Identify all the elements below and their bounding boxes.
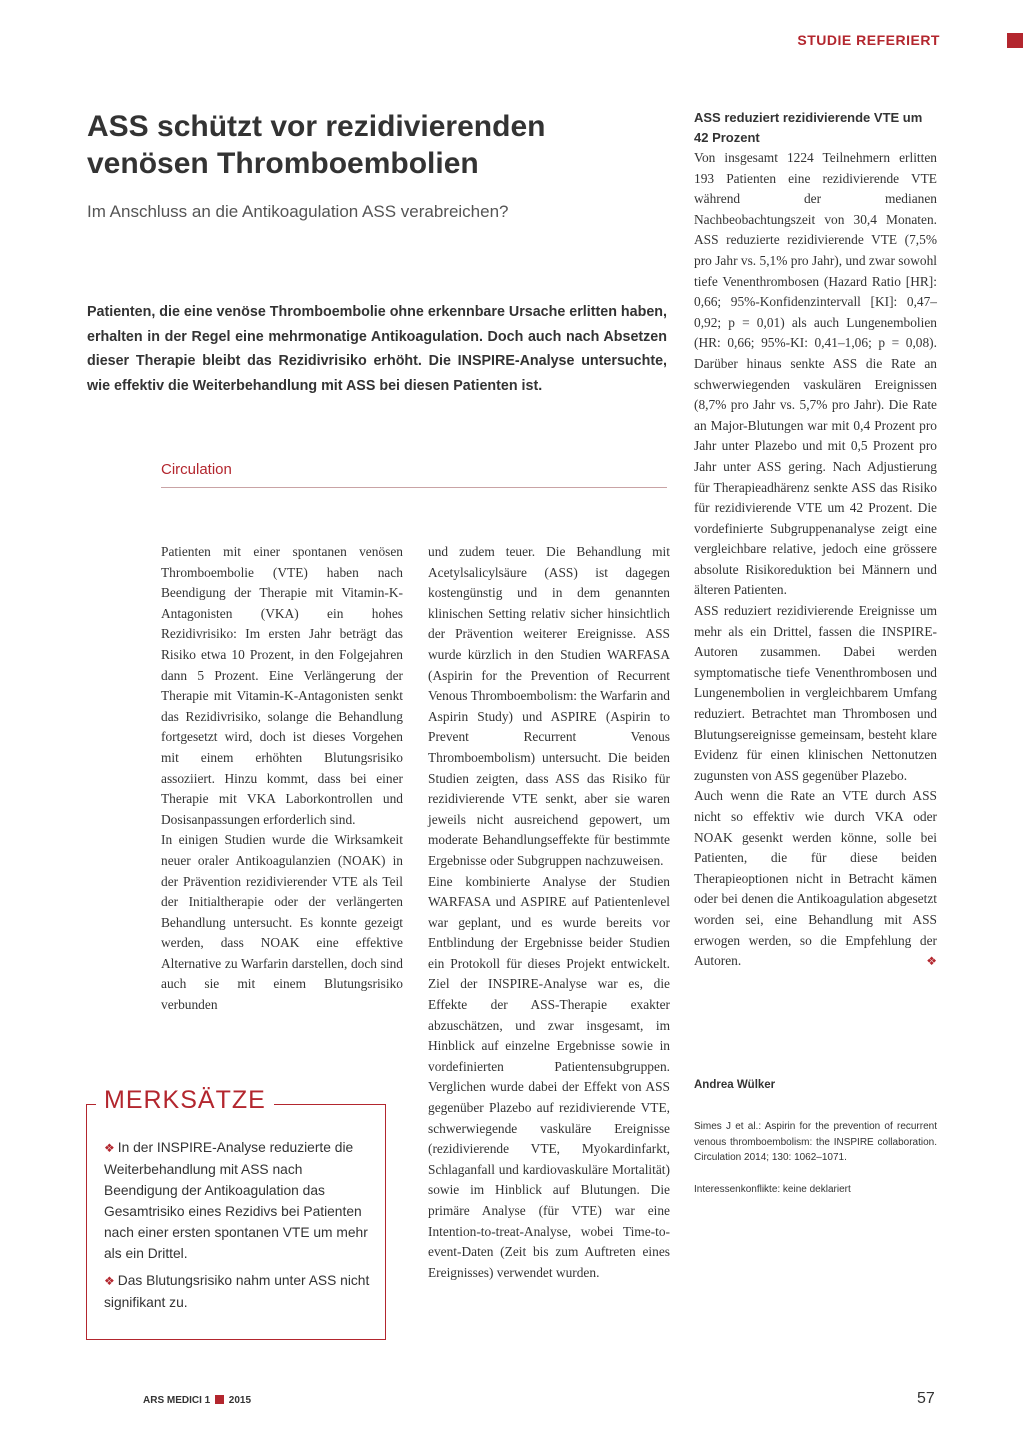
key-point-text: In der INSPIRE-Analyse reduzierte die Weiterbehandlung mit ASS nach Beendigung der Antikoagulation das Gesamtrisiko eines Rezidivs bei Patienten nach einer ersten spontanen VTE um mehr als ein Drittel. <box>104 1140 368 1261</box>
key-points-title: MERKSÄTZE <box>96 1084 274 1116</box>
paragraph <box>694 786 937 971</box>
footer-square-icon <box>215 1395 224 1404</box>
diamond-bullet-icon: ❖ <box>104 1141 115 1155</box>
paragraph: und zudem teuer. Die Behandlung mit Acetylsalicylsäure (ASS) ist dagegen kostengünstig und in dem genannten klinischen Setting relativ sicher hinsichtlich der Prävention weiterer Ereignisse. ASS wurde kürzlich in den Studien WARFASA (Aspirin for the Prevention of Recurrent Venous Thromboembolism: the Warfarin and Aspirin Study) und ASPIRE (Aspirin to Prevent Recurrent Venous Thromboembolism) untersucht. Die beiden Studien zeigten, dass ASS das Risiko für rezidivierende VTE senkt, aber sie waren jeweils nicht ausreichend gepowert, um moderate Behandlungseffekte für bestimmte Ergebnisse oder Subgruppen nachzuweisen. <box>428 544 670 868</box>
page-number: 57 <box>917 1390 935 1407</box>
section-heading: ASS reduziert rezidivierende VTE um 42 Prozent <box>694 110 923 145</box>
paragraph: Von insgesamt 1224 Teilnehmern erlitten 193 Patienten eine rezidivierende VTE während der medianen Nachbeobachtungszeit von 30,4 Monaten. ASS reduzierte rezidivierende VTE (7,5% pro Jahr vs. 5,1% pro Jahr), und zwar sowohl tiefe Venenthrombosen (Hazard Ratio [HR]: 0,66; 95%-Konfidenzintervall [KI]: 0,47–0,92; p = 0,01) als auch Lungenembolien (HR: 0,66; 95%-KI: 0,41–1,06; p = 0,08). Darüber hinaus senkte ASS die Rate an schwerwiegenden vaskulären Ereignissen (8,7% pro Jahr vs. 5,7% pro Jahr). Die Rate an Major-Blutungen war mit 0,4 Prozent pro Jahr unter Plazebo und mit 0,5 Prozent pro Jahr unter ASS gering. Nach Adjustierung für Therapieadhärenz senkte ASS das Risiko für rezidivierende VTE um 42 Prozent. Die vordefinierte Subgruppenanalyse zeigt eine vergleichbare relative, jedoch eine grössere absolute Risikoreduktion bei Männern und älteren Patienten. <box>694 150 937 598</box>
body-column-1 <box>161 542 403 1016</box>
key-point-text: Das Blutungsrisiko nahm unter ASS nicht signifikant zu. <box>104 1273 370 1310</box>
section-marker-square <box>1007 33 1023 48</box>
journal-year: 2015 <box>228 1395 252 1406</box>
article-lead: Patienten, die eine venöse Thromboembolie ohne erkennbare Ursache erlitten haben, erhalten in der Regel eine mehrmonatige Antikoagulation. Doch auch nach Absetzen dieser Therapie bleibt das Rezidivrisiko erhöht. Die INSPIRE-Analyse untersuchte, wie effektiv die Weiterbehandlung mit ASS bei diesen Patienten ist. <box>87 304 667 394</box>
section-label: STUDIE REFERIERT <box>797 32 940 48</box>
author-name: Andrea Wülker <box>694 1079 776 1091</box>
body-column-3 <box>694 108 937 972</box>
conflict-statement: Interessenkonflikte: keine deklariert <box>694 1184 851 1195</box>
source-journal: Circulation <box>161 461 232 478</box>
key-point-item <box>104 1270 372 1313</box>
divider <box>161 487 667 488</box>
article-title: ASS schützt vor rezidivierenden venösen Thromboembolien <box>87 110 546 180</box>
paragraph: ASS reduziert rezidivierende Ereignisse um mehr als ein Drittel, fassen die INSPIRE-Autoren zusammen. Dabei werden symptomatische tiefe Venenthrombosen und Lungenembolien in vergleichbarem Umfang reduziert. Betrachtet man Thrombosen und Blutungsereignisse gemeinsam, besteht klare Evidenz für einen klinischen Nettonutzen zugunsten von ASS gegenüber Plazebo. <box>694 603 937 783</box>
article-subtitle: Im Anschluss an die Antikoagulation ASS verabreichen? <box>87 202 509 221</box>
key-point-item <box>104 1137 372 1264</box>
diamond-bullet-icon: ❖ <box>104 1274 115 1288</box>
paragraph: Eine kombinierte Analyse der Studien WARFASA und ASPIRE auf Patientenlevel war geplant, und es wurde bereits vor Entblindung der Ergebnisse beider Studien ein Protokoll für dieses Projekt entwickelt. Ziel der INSPIRE-Analyse war es, die Effekte der ASS-Therapie exakter abzuschätzen, und zwar insgesamt, im Hinblick auf einzelne Ergebnisse sowie in vordefinierten Patientensubgruppen. Verglichen wurde dabei der Effekt von ASS gegenüber Plazebo auf rezidivierende VTE, schwerwiegende vaskuläre Ereignisse (rezidivierende VTE, Myokardinfarkt, Schlaganfall und kardiovaskuläre Mortalität) sowie im Hinblick auf Blutungen. Die primäre Analyse (für VTE) war eine Intention-to-treat-Analyse, wobei Time-to-event-Daten (Zeit bis zum Auftreten eines Ereignisses) verwendet wurden. <box>428 873 670 1280</box>
footer-journal <box>143 1395 251 1406</box>
paragraph: In einigen Studien wurde die Wirksamkeit neuer oraler Antikoagulanzien (NOAK) in der Prävention rezidivierender VTE als Teil der Initialtherapie oder der verlängerten Behandlung untersucht. Es konnte gezeigt werden, dass NOAK eine effektive Alternative zu Warfarin darstellen, doch sind auch sie mit einem Blutungsrisiko verbunden <box>161 832 403 1013</box>
body-column-2 <box>428 542 670 1283</box>
paragraph: Patienten mit einer spontanen venösen Thromboembolie (VTE) haben nach Beendigung der Therapie mit Vitamin-K-Antagonisten (VKA) ein hohes Rezidivrisiko: Im ersten Jahr beträgt das Risiko etwa 10 Prozent, in den Folgejahren dann 5 Prozent. Eine Verlängerung der Therapie mit Vitamin-K-Antagonisten senkt das Rezidivrisiko, solange die Behandlung fortgesetzt wird, doch ist dieses Vorgehen mit einem erhöhten Blutungsrisiko assoziiert. Hinzu kommt, dass bei einer Therapie mit VKA Laborkontrollen und Dosisanpassungen erforderlich sind. <box>161 544 403 827</box>
paragraph-text: Auch wenn die Rate an VTE durch ASS nicht so effektiv wie durch VKA oder NOAK gesenkt werden könne, solle bei Patienten, die für diese beiden Therapieoptionen nicht in Betracht kämen oder bei denen die Antikoagulation abgesetzt worden sei, eine Behandlung mit ASS erwogen werden, so die Empfehlung der Autoren. <box>694 788 937 969</box>
reference: Simes J et al.: Aspirin for the prevention of recurrent venous thromboembolism: the INSPIRE collaboration. Circulation 2014; 130: 1062–1071. <box>694 1121 937 1163</box>
end-mark-icon: ❖ <box>926 954 937 969</box>
journal-name: ARS MEDICI 1 <box>143 1395 211 1406</box>
